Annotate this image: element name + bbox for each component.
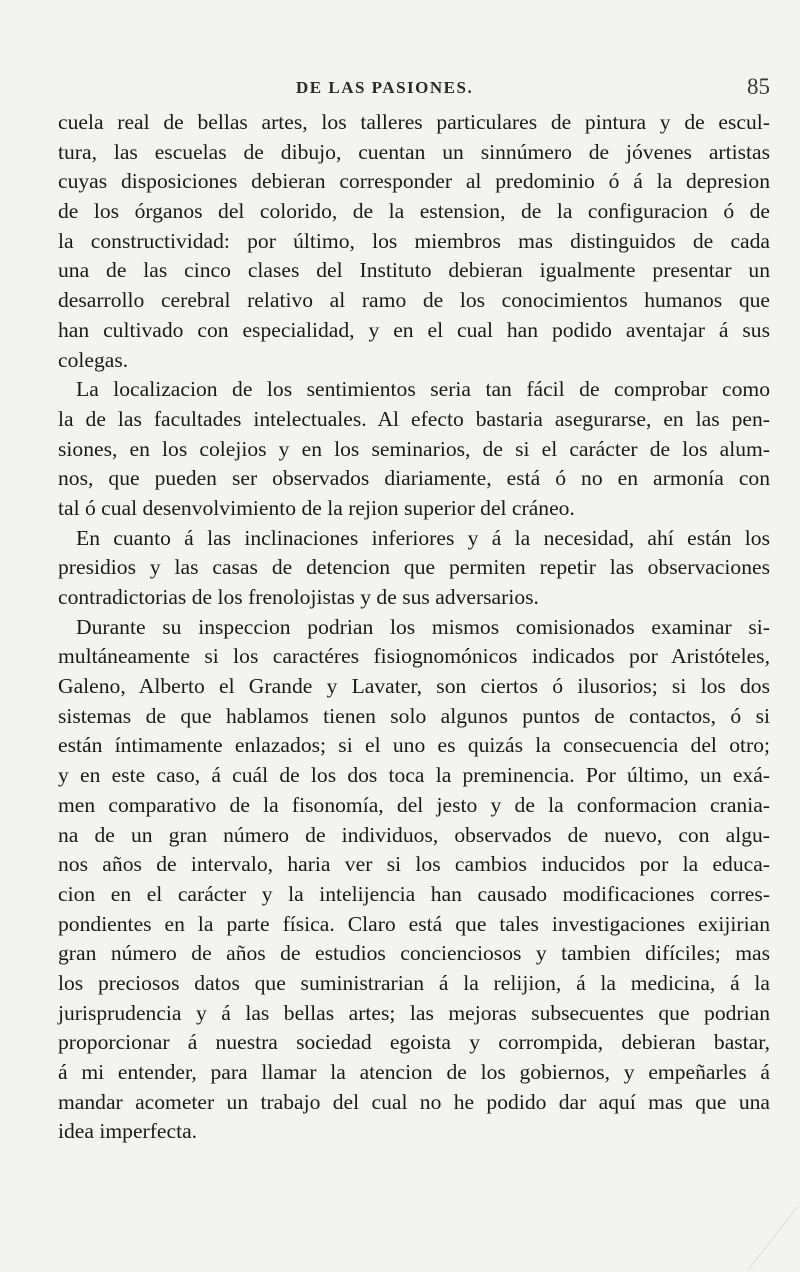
text-line: mandar acometer un trabajo del cual no he podido dar aquí mas que una: [58, 1089, 770, 1114]
text-line: nos años de intervalo, haria ver si los cambios inducidos por la educa-: [58, 852, 770, 877]
text-line: nos, que pueden ser observados diariamente, está ó no en armonía con: [58, 466, 770, 491]
text-line: proporcionar á nuestra sociedad egoista y corrompida, debieran bastar,: [58, 1030, 770, 1055]
text-line: colegas.: [58, 347, 129, 372]
text-line: están íntimamente enlazados; si el uno es quizás la consecuencia del otro;: [58, 733, 770, 758]
text-line: sistemas de que hablamos tienen solo algunos puntos de contactos, ó si: [58, 703, 770, 728]
text-line: gran número de años de estudios concienciosos y tambien difíciles; mas: [58, 941, 770, 966]
text-line: tura, las escuelas de dibujo, cuentan un sinnúmero de jóvenes artistas: [58, 139, 770, 164]
text-line: contradictorias de los frenolojistas y de sus adversarios.: [58, 585, 539, 609]
text-line: multáneamente si los caractéres fisiognomónicos indicados por Aristóteles,: [58, 644, 770, 669]
text-line: la constructividad: por último, los miembros mas distinguidos de cada: [58, 228, 770, 253]
text-line: cuela real de bellas artes, los talleres particulares de pintura y de escul-: [58, 110, 770, 134]
running-head: [58, 74, 770, 104]
text-line: y en este caso, á cuál de los dos toca la preminencia. Por último, un exá-: [58, 763, 770, 788]
text-line: presidios y las casas de detencion que permiten repetir las observaciones: [58, 555, 770, 580]
text-line: la de las facultades intelectuales. Al efecto bastaria asegurarse, en las pen-: [58, 406, 770, 431]
text-line: los preciosos datos que suministrarian á la relijion, á la medicina, á la: [58, 970, 770, 995]
text-line: una de las cinco clases del Instituto debieran igualmente presentar un: [58, 258, 770, 283]
text-line: de los órganos del colorido, de la estension, de la configuracion ó de: [58, 199, 770, 224]
text-line: siones, en los colejios y en los seminarios, de si el carácter de los alum-: [58, 436, 770, 461]
text-line: En cuanto á las inclinaciones inferiores y á la necesidad, ahí están los: [76, 525, 770, 550]
text-line: Galeno, Alberto el Grande y Lavater, son ciertos ó ilusorios; si los dos: [58, 674, 770, 699]
text-line: á mi entender, para llamar la atencion de los gobiernos, y empeñarles á: [58, 1060, 770, 1084]
text-line: han cultivado con especialidad, y en el cual han podido aventajar á sus: [58, 317, 770, 342]
text-line: La localizacion de los sentimientos seria tan fácil de comprobar como: [76, 377, 770, 402]
text-line: Durante su inspeccion podrian los mismos comisionados examinar si-: [76, 614, 770, 639]
page-corner-crease: [740, 1202, 800, 1272]
text-line: jurisprudencia y á las bellas artes; las mejoras subsecuentes que podrian: [58, 1000, 770, 1025]
text-line: tal ó cual desenvolvimiento de la rejion superior del cráneo.: [58, 495, 575, 520]
page-number: 85: [747, 74, 770, 99]
text-line: cion en el carácter y la intelijencia han causado modificaciones corres-: [58, 881, 770, 906]
text-line: idea imperfecta.: [58, 1119, 198, 1144]
text-line: pondientes en la parte física. Claro está que tales investigaciones exijirian: [58, 911, 770, 936]
text-line: desarrollo cerebral relativo al ramo de los conocimientos humanos que: [58, 288, 770, 313]
body-text: [58, 108, 770, 1147]
text-line: cuyas disposiciones debieran corresponder al predominio ó á la depresion: [58, 169, 770, 194]
text-line: men comparativo de la fisonomía, del jesto y de la conformacion crania-: [58, 792, 770, 817]
text-line: na de un gran número de individuos, observados de nuevo, con algu-: [58, 822, 770, 847]
running-title: DE LAS PASIONES.: [296, 78, 474, 97]
